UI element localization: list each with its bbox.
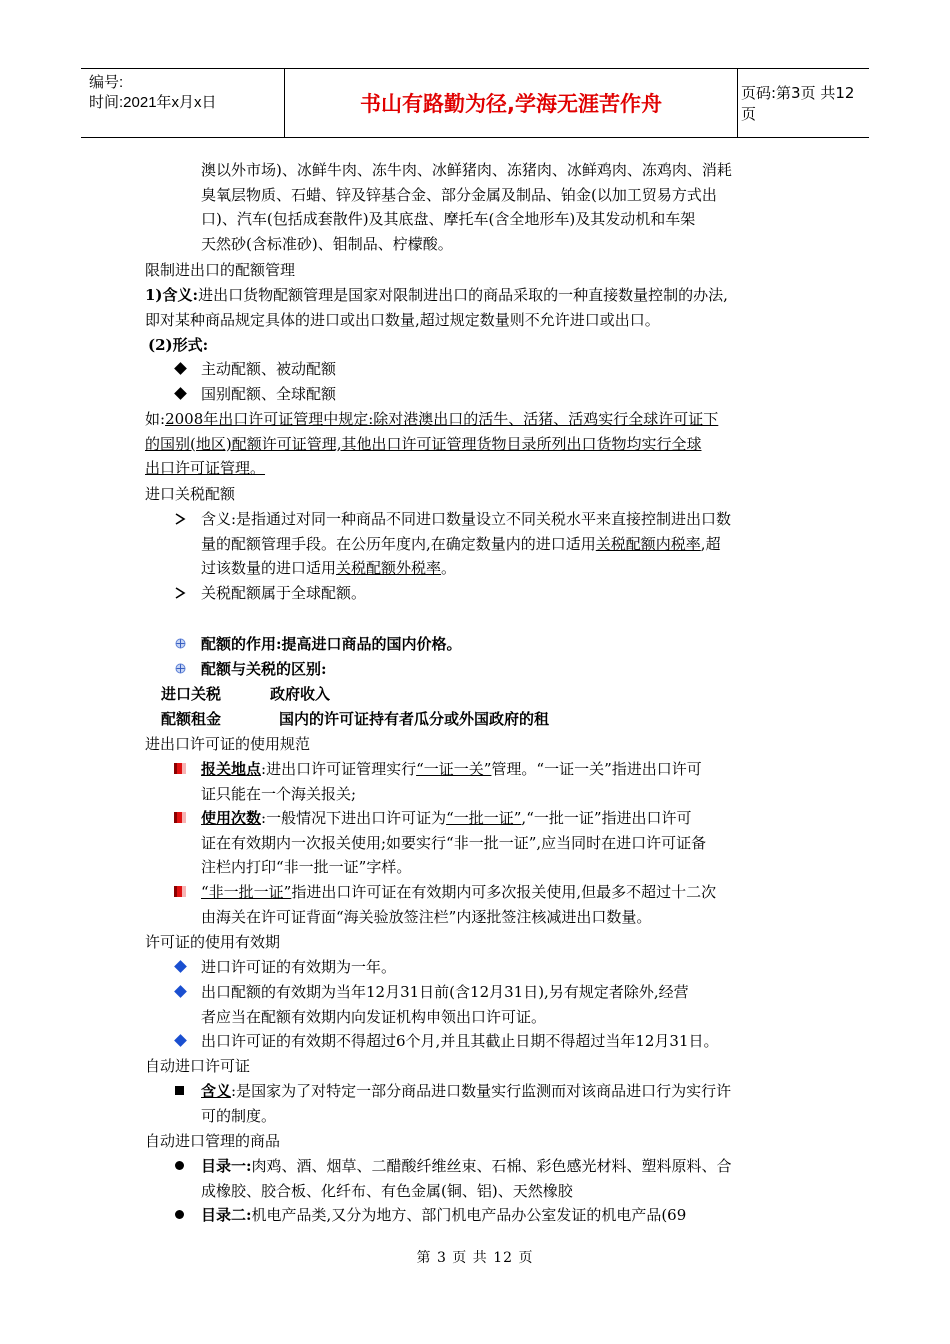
tariff-definition: [201, 507, 731, 581]
text-span: 量的配额管理手段。在公历年度内,在确定数量内的进口适用: [201, 534, 596, 553]
tariff-global: 关税配额属于全球配额。: [201, 584, 367, 602]
arrow-icon: [174, 513, 188, 527]
arrow-icon: [174, 587, 188, 601]
snowflake-icon: [175, 663, 189, 677]
diff-term: 配额租金: [161, 710, 222, 728]
header-number: 编号:: [89, 74, 124, 91]
definition-paragraph: [145, 283, 825, 332]
section-heading: 进口关税配额: [145, 485, 236, 503]
text-span: :一般情况下进出口许可证为: [261, 809, 447, 827]
section-heading: 限制进出口的配额管理: [145, 261, 296, 279]
section-heading: 许可证的使用有效期: [145, 933, 281, 951]
header-meta: [81, 69, 284, 137]
text-span: 管理。“一证一关”指进出口许可: [491, 760, 702, 778]
quota-diff: 配额与关税的区别:: [201, 660, 327, 678]
validity-item: 进口许可证的有效期为一年。: [201, 958, 397, 976]
text-line: 天然砂(含标准砂)、钼制品、柠檬酸。: [201, 234, 453, 253]
text-line: 澳以外市场)、冰鲜牛肉、冻牛肉、冰鲜猪肉、冻猪肉、冰鲜鸡肉、冻鸡肉、消耗: [201, 161, 732, 179]
text-span: 过该数量的进口适用: [201, 559, 337, 577]
license-rule-3: [201, 880, 716, 929]
blue-diamond-icon: [176, 962, 190, 976]
definition-label: 含义: [201, 1082, 232, 1100]
text-line: 注栏内打印“非一批一证”字样。: [201, 858, 412, 876]
license-rule-1: [201, 757, 702, 806]
example-text: 的国别(地区)配额许可证管理,其他出口许可证管理货物目录所列出口货物均实行全球: [145, 434, 702, 453]
text-span: 。: [441, 559, 457, 577]
text-span: “一证一关”: [416, 760, 492, 778]
example-paragraph: [145, 407, 718, 481]
text-line: 可的制度。: [201, 1106, 277, 1125]
text-span: :是国家为了对特定一部分商品进口数量实行监测而对该商品进口行为实行许: [231, 1082, 732, 1100]
text-line: 口)、汽车(包括成套散件)及其底盘、摩托车(含全地形车)及其发动机和车架: [201, 210, 696, 228]
text-line: 出口配额的有效期为当年12月31日前(含12月31日),另有规定者除外,经营: [201, 983, 689, 1001]
diff-term: 进口关税: [161, 685, 222, 703]
validity-item: 出口许可证的有效期不得超过6个月,并且其截止日期不得超过当年12月31日。: [201, 1032, 719, 1050]
form-label: (2)形式:: [148, 336, 209, 354]
text-line: 含义:是指通过对同一种商品不同进口数量设立不同关税水平来直接控制进出口数: [201, 510, 732, 528]
diff-desc: 政府收入: [270, 685, 331, 703]
catalog-label: 目录一:: [201, 1157, 252, 1175]
catalog-label: 目录二:: [201, 1206, 252, 1224]
definition-text: 即对某种商品规定具体的进口或出口数量,超过规定数量则不允许进口或出口。: [145, 310, 660, 329]
text-line: 证在有效期内一次报关使用;如要实行“非一批一证”,应当同时在进口许可证备: [201, 833, 707, 852]
continued-list: [201, 158, 732, 256]
text-span: 指进出口许可证在有效期内可多次报关使用,但最多不超过十二次: [291, 883, 717, 901]
form-item: 国别配额、全球配额: [201, 385, 337, 403]
quota-effect: 配额的作用:提高进口商品的国内价格。: [201, 635, 462, 653]
example-prefix: 如:: [145, 410, 166, 428]
snowflake-icon: [175, 638, 189, 652]
catalog-2: [201, 1203, 686, 1228]
text-line: 成橡胶、胶合板、化纤布、有色金属(铜、铝)、天然橡胶: [201, 1181, 573, 1200]
diff-desc: 国内的许可证持有者瓜分或外国政府的租: [279, 710, 550, 728]
red-flag-icon: [174, 763, 188, 777]
header-page-number: 页码:第3页 共12页: [741, 84, 855, 123]
rule-label: “非一批一证”: [201, 883, 292, 901]
red-flag-icon: [174, 812, 188, 826]
circle-bullet-icon: [175, 1210, 189, 1224]
blue-diamond-icon: [176, 1036, 190, 1050]
text-span: “一批一证”: [446, 809, 522, 827]
circle-bullet-icon: [175, 1161, 189, 1175]
page-footer: 第 3 页 共 12 页: [416, 1250, 534, 1266]
definition-label: 1)含义:: [145, 286, 199, 304]
in-quota-rate-link: 关税配额内税率: [595, 534, 701, 553]
example-text: 出口许可证管理。: [145, 459, 266, 477]
license-rule-2: [201, 806, 706, 880]
text-span: 机电产品类,又分为地方、部门机电产品办公室发证的机电产品(69: [251, 1206, 687, 1224]
header-time: 时间:2021年x月x日: [89, 94, 217, 111]
text-line: 由海关在许可证背面“海关验放签注栏”内逐批签注核减进出口数量。: [201, 907, 652, 926]
text-span: :进出口许可证管理实行: [261, 760, 417, 778]
section-heading: 自动进口许可证: [145, 1057, 251, 1075]
section-heading: 进出口许可证的使用规范: [145, 735, 311, 753]
text-line: 者应当在配额有效期内向发证机构申领出口许可证。: [201, 1007, 547, 1026]
section-heading: 自动进口管理的商品: [145, 1132, 281, 1150]
validity-item: [201, 980, 689, 1029]
diamond-icon: [176, 389, 190, 403]
text-line: 臭氧层物质、石蜡、锌及锌基合金、部分金属及制品、铂金(以加工贸易方式出: [201, 185, 717, 204]
text-line: 证只能在一个海关报关;: [201, 784, 357, 803]
definition-text: 进出口货物配额管理是国家对限制进出口的商品采取的一种直接数量控制的办法,: [198, 286, 728, 304]
rule-label: 使用次数: [201, 809, 262, 827]
example-text: 2008年出口许可证管理中规定:除对港澳出口的活牛、活猪、活鸡实行全球许可证下: [165, 410, 719, 428]
blue-diamond-icon: [176, 987, 190, 1001]
text-span: 肉鸡、酒、烟草、二醋酸纤维丝束、石棉、彩色感光材料、塑料原料、合: [251, 1157, 732, 1175]
text-span: ,超: [700, 534, 721, 553]
form-item: 主动配额、被动配额: [201, 360, 337, 378]
rule-label: 报关地点: [201, 760, 262, 778]
text-span: ,“一批一证”指进出口许可: [521, 809, 692, 827]
square-icon: [175, 1086, 189, 1100]
out-quota-rate-link: 关税配额外税率: [336, 559, 442, 577]
red-flag-icon: [174, 886, 188, 900]
diamond-icon: [176, 364, 190, 378]
catalog-1: [201, 1154, 732, 1203]
auto-license-definition: [201, 1079, 731, 1128]
header-motto: 书山有路勤为径,学海无涯苦作舟: [284, 69, 738, 137]
page-header: [81, 68, 869, 138]
